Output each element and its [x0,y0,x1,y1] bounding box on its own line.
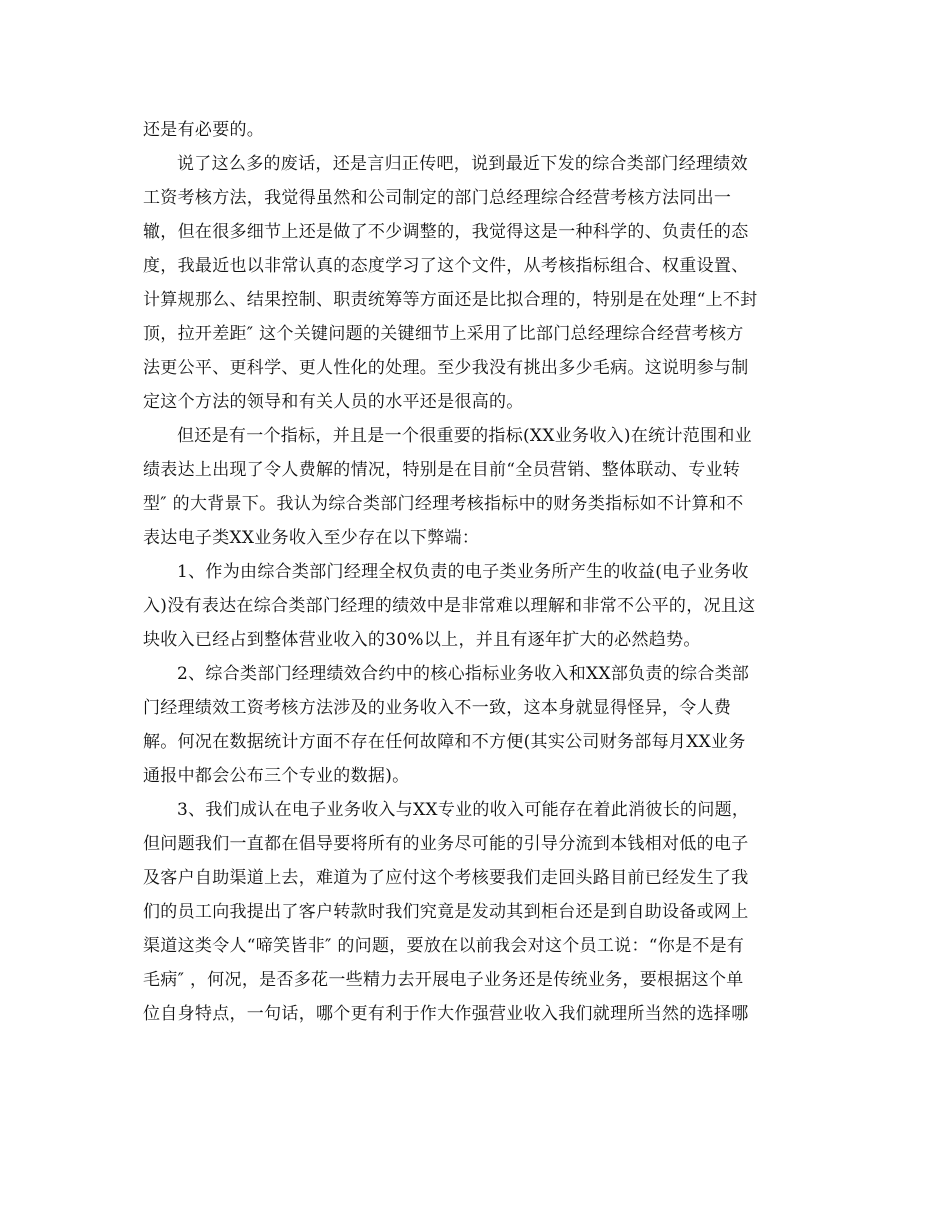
text-line: 块收入已经占到整体营业收入的30%以上，并且有逐年扩大的必然趋势。 [143,630,701,650]
paragraph-start-line: 1、作为由综合类部门经理全权负责的电子类业务所产生的收益(电子业务收 [177,562,749,582]
text-line: 们的员工向我提出了客户转款时我们究竟是发动其到柜台还是到自助设备或网上 [143,902,749,922]
text-line: 入)没有表达在综合类部门经理的绩效中是非常难以理解和非常不公平的，况且这 [143,596,756,616]
text-line: 位自身特点，一句话，哪个更有利于作大作强营业收入我们就理所当然的选择哪 [143,1004,749,1024]
text-line: 度，我最近也以非常认真的态度学习了这个文件，从考核指标组合、权重设置、 [143,256,749,276]
text-line: 及客户自助渠道上去，难道为了应付这个考核要我们走回头路目前已经发生了我 [143,868,749,888]
text-line: 毛病″ ，何况，是否多花一些精力去开展电子业务还是传统业务，要根据这个单 [143,970,744,990]
text-line: 顶，拉开差距″ 这个关键问题的关键细节上采用了比部门总经理综合经营考核方 [143,324,744,344]
text-line: 门经理绩效工资考核方法涉及的业务收入不一致，这本身就显得怪异，令人费 [143,698,732,718]
paragraph-start-line: 3、我们成认在电子业务收入与XX专业的收入可能存在着此消彼长的问题， [177,800,750,820]
text-line: 还是有必要的。 [143,120,265,140]
text-line: 解。何况在数据统计方面不存在任何故障和不方便(其实公司财务部每月XX业务 [143,732,746,752]
paragraph-start-line: 但还是有一个指标，并且是一个很重要的指标(XX业务收入)在统计范围和业 [177,426,752,446]
text-line: 辙，但在很多细节上还是做了不少调整的，我觉得这是一种科学的、负责任的态 [143,222,749,242]
document-body [143,113,807,1031]
text-line: 渠道这类令人“啼笑皆非″ 的问题，要放在以前我会对这个员工说：“你是不是有 [143,936,745,956]
text-line: 通报中都会公布三个专业的数据)。 [143,766,410,786]
text-line: 定这个方法的领导和有关人员的水平还是很高的。 [143,392,524,412]
text-line: 型″ 的大背景下。我认为综合类部门经理考核指标中的财务类指标如不计算和不 [143,494,744,514]
text-line: 绩表达上出现了令人费解的情况，特别是在目前“全员营销、整体联动、专业转 [143,460,741,480]
paragraph-start-line: 2、综合类部门经理绩效合约中的核心指标业务收入和XX部负责的综合类部 [177,664,750,684]
text-line: 但问题我们一直都在倡导要将所有的业务尽可能的引导分流到本钱相对低的电子 [143,834,749,854]
text-line: 法更公平、更科学、更人性化的处理。至少我没有挑出多少毛病。这说明参与制 [143,358,749,378]
text-line: 工资考核方法，我觉得虽然和公司制定的部门总经理综合经营考核方法同出一 [143,188,732,208]
text-line: 计算规那么、结果控制、职责统筹等方面还是比拟合理的，特别是在处理“上不封 [143,290,758,310]
text-line: 表达电子类XX业务收入至少存在以下弊端： [143,528,480,548]
paragraph-start-line: 说了这么多的废话，还是言归正传吧，说到最近下发的综合类部门经理绩效 [177,154,748,174]
